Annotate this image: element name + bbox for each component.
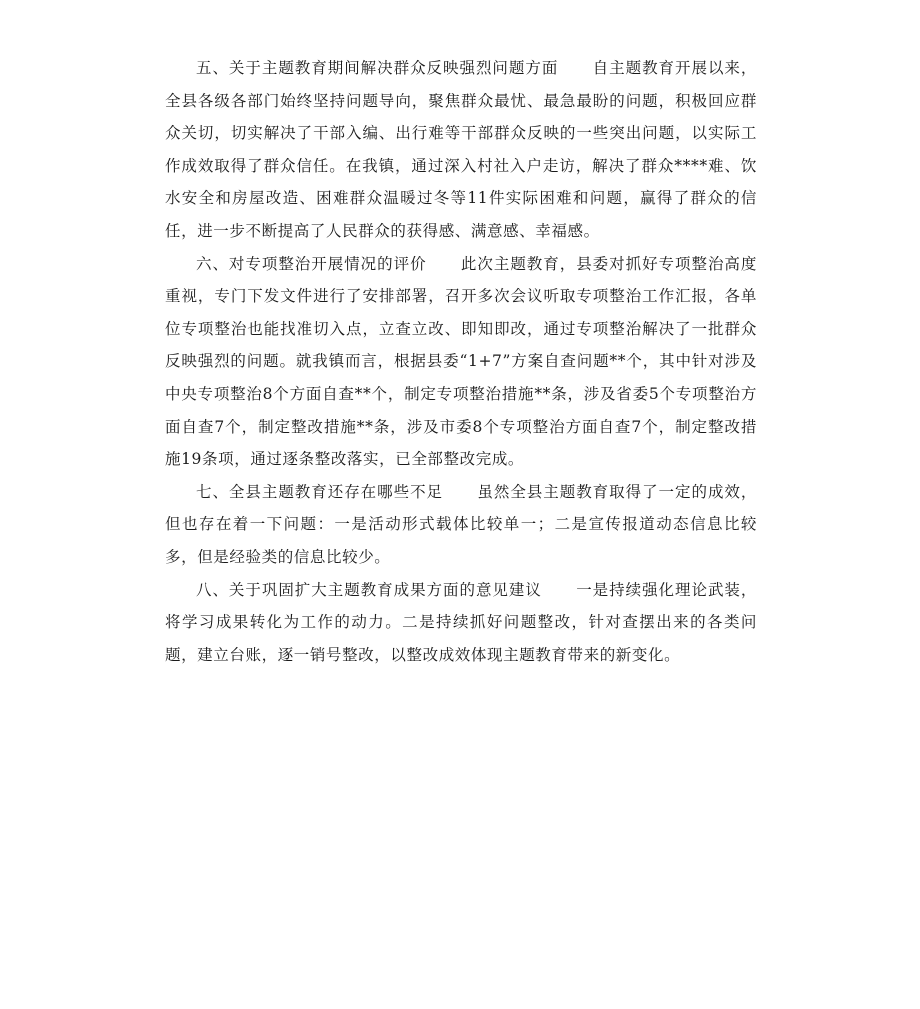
section-6-body: 此次主题教育，县委对抓好专项整治高度重视，专门下发文件进行了安排部署，召开多次会议听取专项整治工作汇报，各单位专项整治也能找准切入点，立查立改、即知即改，通过专项整治解决了一批群众反映强烈的问题。就我镇而言，根据县委“1+7”方案自查问题**个，其中针对涉及中央专项整治8个方面自查**个，制定专项整治措施**条，涉及省委5个专项整治方面自查7个，制定整改措施**条，涉及市委8个专项整治方面自查7个，制定整改措施19条项，通过逐条整改落实，已全部整改完成。 — [165, 254, 757, 469]
section-5-paragraph — [165, 52, 757, 248]
section-7-heading: 七、全县主题教育还存在哪些不足 — [196, 482, 444, 501]
document-body — [165, 52, 757, 671]
section-5-heading: 五、关于主题教育期间解决群众反映强烈问题方面 — [196, 59, 559, 77]
section-7-paragraph — [165, 476, 757, 574]
section-8-paragraph — [165, 574, 757, 672]
section-6-heading: 六、对专项整治开展情况的评价 — [196, 254, 427, 273]
section-8-body: 一是持续强化理论武装，将学习成果转化为工作的动力。二是持续抓好问题整改，针对查摆出来的各类问题，建立台账，逐一销号整改，以整改成效体现主题教育带来的新变化。 — [165, 580, 757, 664]
section-5-body: 自主题教育开展以来，全县各级各部门始终坚持问题导向，聚焦群众最忧、最急最盼的问题，积极回应群众关切，切实解决了干部入编、出行难等干部群众反映的一些突出问题，以实际工作成效取得了群众信任。在我镇，通过深入村社入户走访，解决了群众****难、饮水安全和房屋改造、困难群众温暖过冬等11件实际困难和问题，赢得了群众的信任，进一步不断提高了人民群众的获得感、满意感、幸福感。 — [165, 59, 757, 240]
section-7-body: 虽然全县主题教育取得了一定的成效，但也存在着一下问题：一是活动形式载体比较单一；二是宣传报道动态信息比较多，但是经验类的信息比较少。 — [165, 482, 757, 566]
section-8-heading: 八、关于巩固扩大主题教育成果方面的意见建议 — [196, 580, 542, 599]
section-6-paragraph — [165, 248, 757, 476]
